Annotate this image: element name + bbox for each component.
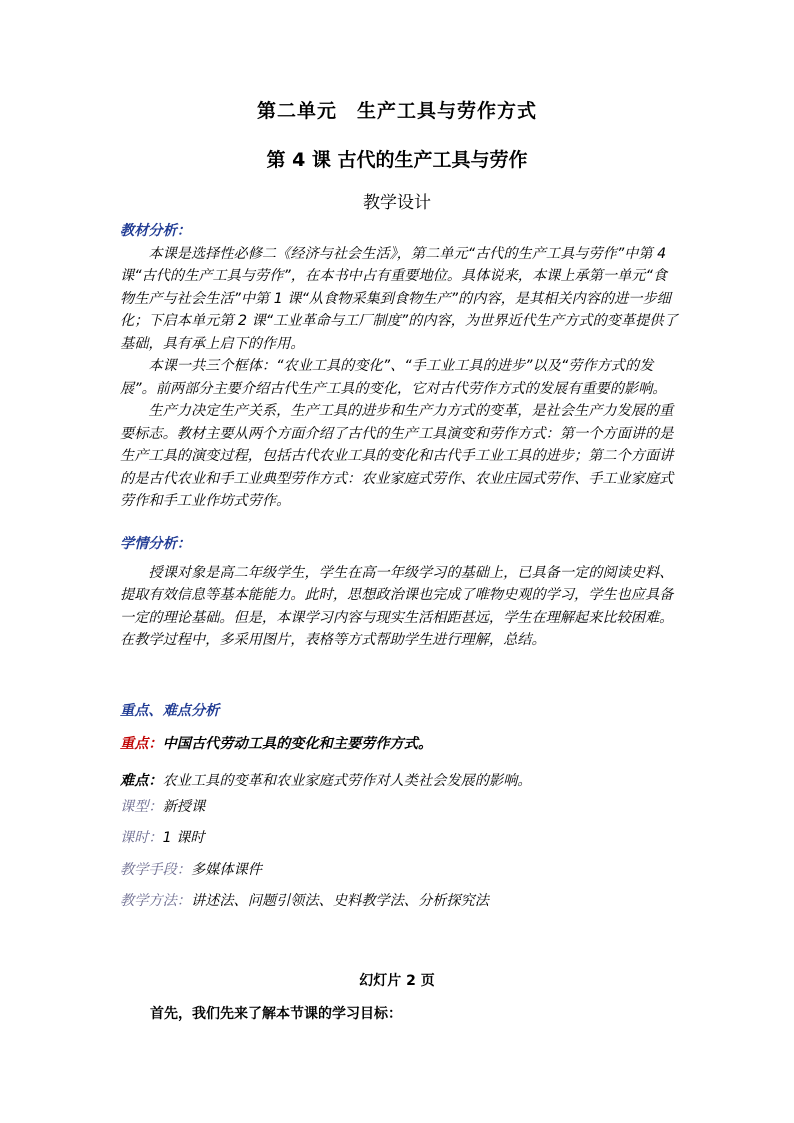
info-value: 新授课 bbox=[162, 799, 206, 815]
key-point-text: 中国古代劳动工具的变化和主要劳作方式。 bbox=[162, 736, 433, 752]
difficult-point-label: 难点： bbox=[120, 773, 163, 789]
design-title: 教学设计 bbox=[363, 193, 431, 213]
difficult-point-text: 农业工具的变革和农业家庭式劳作对人类社会发展的影响。 bbox=[162, 773, 532, 789]
info-label: 课型： bbox=[120, 799, 163, 815]
difficult-point-row bbox=[120, 770, 531, 790]
lesson-title: 第 4 课 古代的生产工具与劳作 bbox=[266, 149, 528, 171]
info-value: 1 课时 bbox=[162, 830, 205, 846]
material-paragraph-2: 本课一共三个框体：“农业工具的变化”、“手工业工具的进步”以及“劳作方式的发展”。前两部分主要介绍古代生产工具的变化，它对古代劳作方式的发展有重要的影响。 bbox=[120, 358, 667, 397]
material-paragraph-1: 本课是选择性必修二《经济与社会生活》，第二单元“古代的生产工具与劳作”中第 4 课“古代的生产工具与劳作”，在本书中占有重要地位。具体说来，本课上承第一单元“食物生产与社会生活”中第 1 课“从食物采集到食物生产”的内容，是其相关内容的进一步细化；下启本单元第 2 课“工业革命与工厂制度”的内容，为世界近代生产方式的变革提供了基础，具有承上启下的作用。 bbox=[120, 245, 678, 352]
info-teaching-methods bbox=[120, 890, 489, 910]
info-label: 教学手段： bbox=[120, 862, 191, 878]
material-analysis-heading: 教材分析： bbox=[120, 223, 191, 239]
key-points-heading: 重点、难点分析 bbox=[120, 703, 220, 719]
student-analysis-section bbox=[120, 533, 680, 652]
info-class-hours bbox=[120, 827, 205, 847]
info-course-type bbox=[120, 796, 205, 816]
slide-title: 幻灯片 2 页 bbox=[359, 973, 435, 989]
slide-intro: 首先，我们先来了解本节课的学习目标： bbox=[150, 1006, 402, 1022]
info-teaching-means bbox=[120, 859, 262, 879]
student-paragraph: 授课对象是高二年级学生，学生在高一年级学习的基础上，已具备一定的阅读史料、提取有效信息等基本能能力。此时，思想政治课也完成了唯物史观的学习，学生也应具备一定的理论基础。但是，本课学习内容与现实生活相距甚远，学生在理解起来比较困难。在教学过程中，多采用图片，表格等方式帮助学生进行理解，总结。 bbox=[120, 564, 674, 648]
info-label: 课时： bbox=[120, 830, 163, 846]
info-label: 教学方法： bbox=[120, 893, 191, 909]
key-point-label: 重点： bbox=[120, 736, 163, 752]
info-value: 讲述法、问题引领法、史料教学法、分析探究法 bbox=[190, 893, 489, 909]
unit-title: 第二单元 生产工具与劳作方式 bbox=[256, 100, 537, 122]
key-point-row bbox=[120, 733, 432, 753]
student-analysis-heading: 学情分析： bbox=[120, 536, 191, 552]
material-paragraph-3: 生产力决定生产关系，生产工具的进步和生产力方式的变革，是社会生产力发展的重要标志。教材主要从两个方面介绍了古代的生产工具演变和劳作方式：第一个方面讲的是生产工具的演变过程，包括古代农业工具的变化和古代手工业工具的进步；第二个方面讲的是古代农业和手工业典型劳作方式：农业家庭式劳作、农业庄园式劳作、手工业家庭式劳作和手工业作坊式劳作。 bbox=[120, 403, 674, 509]
material-analysis-section bbox=[120, 220, 680, 513]
info-value: 多媒体课件 bbox=[190, 862, 262, 878]
